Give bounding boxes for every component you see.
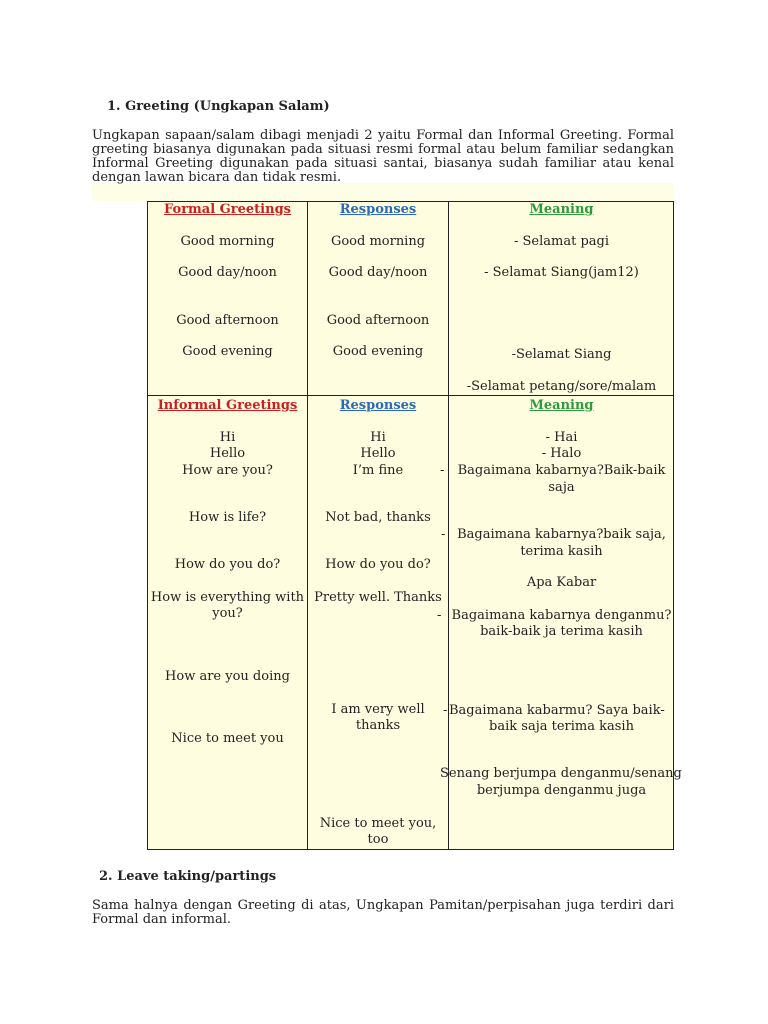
list-dash: - xyxy=(443,703,448,718)
informal-meaning-item: Bagaimana kabarmu? Saya baik- xyxy=(449,703,665,718)
informal-meaning-item: - Halo xyxy=(541,446,582,461)
informal-greeting-item: you? xyxy=(212,606,243,621)
informal-response-item: too xyxy=(367,832,389,847)
leave-taking-paragraph: Sama halnya dengan Greeting di atas, Ungkapan Pamitan/perpisahan juga terdiri dari Formal dan informal. xyxy=(92,898,674,927)
informal-meaning-header: Meaning xyxy=(529,398,594,413)
list-dash: - xyxy=(440,463,445,478)
formal-response-item: Good day/noon xyxy=(328,265,428,280)
informal-greeting-item: How are you doing xyxy=(165,669,290,684)
formal-greeting-item: Good evening xyxy=(182,344,273,359)
section-heading-greeting: 1. Greeting (Ungkapan Salam) xyxy=(107,99,330,114)
formal-meaning-item: - Selamat Siang(jam12) xyxy=(484,265,639,280)
informal-meaning-item: baik-baik ja terima kasih xyxy=(480,624,643,639)
formal-meaning-item: -Selamat Siang xyxy=(511,347,612,362)
informal-meaning-item: - Hai xyxy=(545,430,578,445)
list-dash: - xyxy=(437,608,442,623)
formal-meaning-item: - Selamat pagi xyxy=(513,234,610,249)
informal-meaning-item: Bagaimana kabarnya?Baik-baik xyxy=(457,463,666,478)
informal-responses-header: Responses xyxy=(339,398,417,413)
informal-meaning-item: Bagaimana kabarnya?baik saja, xyxy=(457,527,666,542)
informal-meaning-item: terima kasih xyxy=(520,544,603,559)
formal-response-item: Good afternoon xyxy=(326,313,430,328)
section-heading-leave-taking: 2. Leave taking/partings xyxy=(99,869,277,884)
formal-response-item: Good evening xyxy=(332,344,424,359)
informal-greetings-header: Informal Greetings xyxy=(157,398,298,413)
informal-greeting-item: Hi xyxy=(219,430,236,445)
informal-meaning-item: saja xyxy=(548,480,575,495)
informal-response-item: How do you do? xyxy=(325,557,431,572)
informal-response-item: Hello xyxy=(360,446,396,461)
formal-meaning-header: Meaning xyxy=(529,202,594,217)
informal-response-item: thanks xyxy=(355,718,401,733)
informal-greeting-item: Hello xyxy=(209,446,246,461)
informal-greeting-item: Nice to meet you xyxy=(171,731,284,746)
formal-response-item: Good morning xyxy=(330,234,426,249)
formal-greeting-item: Good day/noon xyxy=(178,265,277,280)
informal-greeting-item: How do you do? xyxy=(174,557,281,572)
informal-meaning-item: Apa Kabar xyxy=(526,575,597,590)
formal-meaning-item: -Selamat petang/sore/malam xyxy=(466,379,657,394)
informal-response-item: Pretty well. Thanks xyxy=(314,590,442,605)
informal-greeting-item: How is life? xyxy=(188,510,267,525)
formal-greetings-header: Formal Greetings xyxy=(164,202,291,217)
list-dash: - xyxy=(441,527,446,542)
informal-meaning-item: baik saja terima kasih xyxy=(489,719,634,734)
informal-meaning-item: Senang berjumpa denganmu/senang xyxy=(440,766,682,781)
informal-response-item: Hi xyxy=(370,430,386,445)
informal-meaning-item: berjumpa denganmu juga xyxy=(476,783,647,798)
informal-response-item: I’m fine xyxy=(352,463,404,478)
informal-response-item: Nice to meet you, xyxy=(319,816,437,831)
informal-response-item: I am very well xyxy=(331,702,425,717)
informal-greeting-item: How are you? xyxy=(182,463,273,478)
informal-greeting-item: How is everything with xyxy=(150,590,305,605)
formal-greeting-item: Good morning xyxy=(180,234,275,249)
formal-responses-header: Responses xyxy=(339,202,417,217)
informal-response-item: Not bad, thanks xyxy=(325,510,431,525)
informal-meaning-item: Bagaimana kabarnya denganmu? xyxy=(451,608,672,623)
formal-greeting-item: Good afternoon xyxy=(176,313,279,328)
intro-paragraph: Ungkapan sapaan/salam dibagi menjadi 2 yaitu Formal dan Informal Greeting. Formal greeting biasanya digunakan pada situasi resmi formal atau belum familiar sedangkan Informal Greeting digunakan pada situasi santai, biasanya sudah familiar atau kenal dengan lawan bicara dan tidak resmi. xyxy=(92,128,674,185)
